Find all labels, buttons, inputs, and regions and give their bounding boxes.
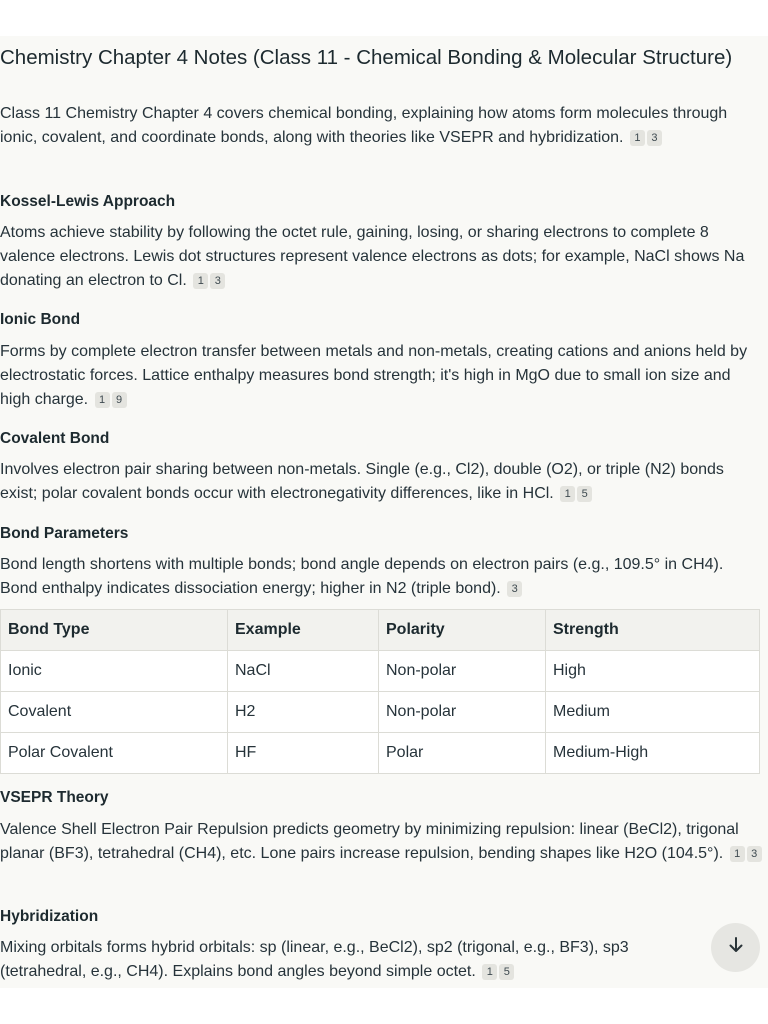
citation-badge[interactable]: 5 xyxy=(499,964,514,980)
citation-badge[interactable]: 5 xyxy=(577,486,592,502)
table-cell: Ionic xyxy=(1,651,228,692)
section-paragraph-kossel-lewis xyxy=(0,221,764,293)
section-paragraph-ionic-bond xyxy=(0,340,764,412)
bottom-bar xyxy=(0,988,768,1024)
section-text: Atoms achieve stability by following the octet rule, gaining, losing, or sharing electrons to complete 8 valence electrons. Lewis dot structures represent valence electrons as dots; for example, NaCl shows Na donating an electron to Cl. xyxy=(0,224,745,289)
citation-badge[interactable]: 3 xyxy=(747,846,762,862)
table-header-cell: Example xyxy=(228,610,379,651)
table-cell: HF xyxy=(228,733,379,774)
table-header-cell: Polarity xyxy=(379,610,546,651)
table-cell: H2 xyxy=(228,692,379,733)
section-paragraph-vsepr-theory xyxy=(0,818,764,866)
section-paragraph-covalent-bond xyxy=(0,458,764,506)
table-cell: Covalent xyxy=(1,692,228,733)
table-row xyxy=(1,733,760,774)
table-cell: High xyxy=(546,651,760,692)
table-row xyxy=(1,692,760,733)
table-header-row xyxy=(1,610,760,651)
section-heading-covalent-bond: Covalent Bond xyxy=(0,430,110,447)
intro-paragraph xyxy=(0,102,764,150)
section-paragraph-hybridization xyxy=(0,936,704,984)
section-heading-bond-parameters: Bond Parameters xyxy=(0,525,129,542)
page-title: Chemistry Chapter 4 Notes (Class 11 - Chemical Bonding & Molecular Structure) xyxy=(0,46,733,69)
scroll-to-bottom-button[interactable] xyxy=(711,923,760,972)
section-heading-vsepr-theory: VSEPR Theory xyxy=(0,789,109,806)
section-heading-kossel-lewis: Kossel-Lewis Approach xyxy=(0,193,176,210)
answer-content xyxy=(0,36,768,988)
table-cell: Medium-High xyxy=(546,733,760,774)
citation-badge[interactable]: 1 xyxy=(95,392,110,408)
table-cell: NaCl xyxy=(228,651,379,692)
table-cell: Polar xyxy=(379,733,546,774)
citation-badge[interactable]: 3 xyxy=(210,273,225,289)
bond-comparison-table xyxy=(0,609,760,774)
arrow-down-icon xyxy=(726,935,746,960)
section-text: Valence Shell Electron Pair Repulsion predicts geometry by minimizing repulsion: linear (BeCl2), trigonal planar (BF3), tetrahedral (CH4), etc. Lone pairs increase repulsion, bending shapes like H2O (104.5°). xyxy=(0,821,739,862)
citation-badge[interactable]: 1 xyxy=(730,846,745,862)
table-cell: Polar Covalent xyxy=(1,733,228,774)
table-header-cell: Bond Type xyxy=(1,610,228,651)
top-bar xyxy=(0,0,768,36)
section-heading-ionic-bond: Ionic Bond xyxy=(0,311,81,328)
section-paragraph-bond-parameters xyxy=(0,553,764,601)
citation-badge[interactable]: 9 xyxy=(112,392,127,408)
section-text: Mixing orbitals forms hybrid orbitals: sp (linear, e.g., BeCl2), sp2 (trigonal, e.g., BF3), sp3 (tetrahedral, e.g., CH4). Explains bond angles beyond simple octet. xyxy=(0,939,629,980)
table-cell: Non-polar xyxy=(379,651,546,692)
citation-badge[interactable]: 3 xyxy=(507,581,522,597)
section-text: Forms by complete electron transfer between metals and non-metals, creating cations and anions held by electrostatic forces. Lattice enthalpy measures bond strength; it's high in MgO due to small ion size and high charge. xyxy=(0,343,748,408)
intro-text: Class 11 Chemistry Chapter 4 covers chemical bonding, explaining how atoms form molecules through ionic, covalent, and coordinate bonds, along with theories like VSEPR and hybridization. xyxy=(0,105,728,146)
table-cell: Medium xyxy=(546,692,760,733)
table-row xyxy=(1,651,760,692)
citation-badge[interactable]: 3 xyxy=(647,130,662,146)
citation-badge[interactable]: 1 xyxy=(193,273,208,289)
citation-badge[interactable]: 1 xyxy=(560,486,575,502)
table-cell: Non-polar xyxy=(379,692,546,733)
citation-badge[interactable]: 1 xyxy=(630,130,645,146)
section-text: Involves electron pair sharing between non-metals. Single (e.g., Cl2), double (O2), or triple (N2) bonds exist; polar covalent bonds occur with electronegativity differences, like in HCl. xyxy=(0,461,724,502)
section-heading-hybridization: Hybridization xyxy=(0,908,99,925)
section-text: Bond length shortens with multiple bonds; bond angle depends on electron pairs (e.g., 109.5° in CH4). Bond enthalpy indicates dissociation energy; higher in N2 (triple bond). xyxy=(0,556,724,597)
citation-badge[interactable]: 1 xyxy=(482,964,497,980)
table-header-cell: Strength xyxy=(546,610,760,651)
